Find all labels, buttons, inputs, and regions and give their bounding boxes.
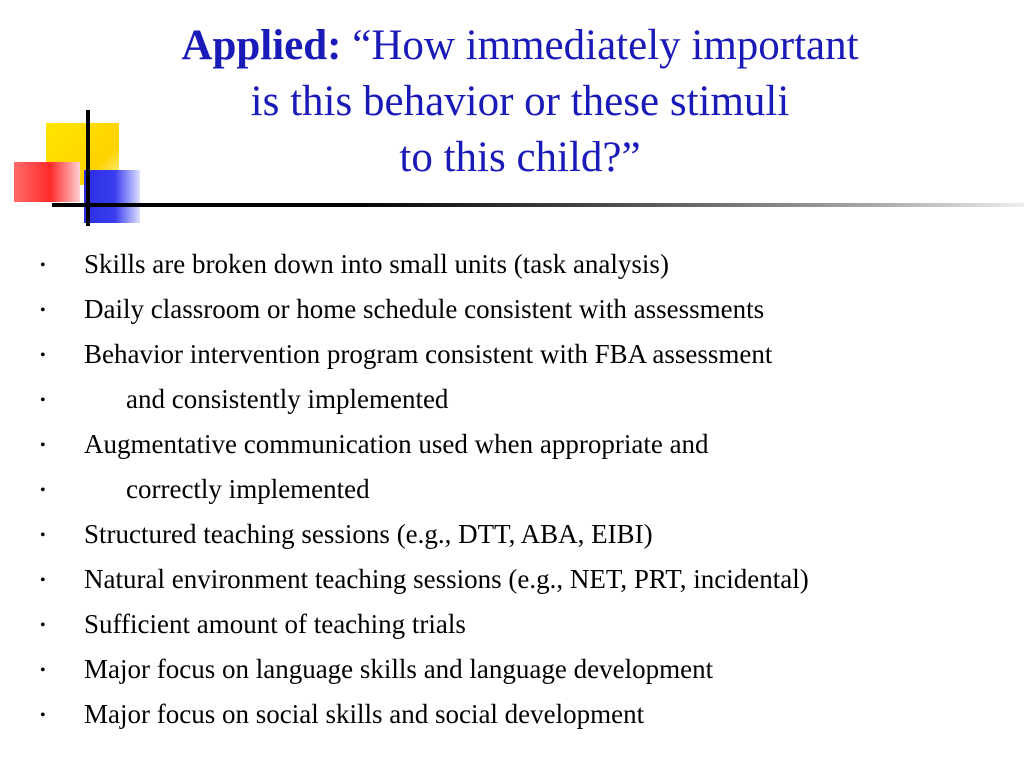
- list-item-text: Natural environment teaching sessions (e.g., NET, PRT, incidental): [84, 564, 809, 594]
- list-item-text: Augmentative communication used when appropriate and: [84, 429, 709, 459]
- bullet-icon: •: [40, 302, 46, 319]
- list-item-text: Behavior intervention program consistent with FBA assessment: [84, 339, 773, 369]
- title-line-3: to this child?”: [399, 134, 641, 181]
- bullet-list: [40, 242, 1020, 737]
- list-item: [40, 557, 1020, 602]
- bullet-icon: •: [40, 617, 46, 634]
- list-item-text: Major focus on language skills and language development: [84, 654, 714, 684]
- vertical-rule-decoration: [86, 110, 90, 226]
- list-item: [40, 422, 1020, 467]
- list-item-text: Structured teaching sessions (e.g., DTT, ABA, EIBI): [84, 519, 653, 549]
- list-item: [40, 287, 1020, 332]
- list-item-text: Skills are broken down into small units (task analysis): [84, 249, 669, 279]
- bullet-icon: •: [40, 257, 46, 274]
- title-line-1: [150, 18, 890, 74]
- list-item: [40, 602, 1020, 647]
- blue-square-decoration: [84, 170, 140, 223]
- bullet-icon: •: [40, 347, 46, 364]
- list-item: [40, 332, 1020, 377]
- title-lead: Applied:: [181, 22, 342, 69]
- list-item: [40, 647, 1020, 692]
- bullet-icon: •: [40, 482, 46, 499]
- bullet-icon: •: [40, 707, 46, 724]
- list-item-text: Daily classroom or home schedule consistent with assessments: [84, 294, 765, 324]
- title-quote-start: “How immediately important: [352, 22, 859, 69]
- red-bar-decoration: [14, 162, 80, 202]
- list-item: [40, 467, 1020, 512]
- list-item-text: Sufficient amount of teaching trials: [84, 609, 466, 639]
- list-item-text: correctly implemented: [126, 474, 370, 504]
- list-item: [40, 377, 1020, 422]
- bullet-icon: •: [40, 527, 46, 544]
- list-item-text: Major focus on social skills and social development: [84, 699, 645, 729]
- horizontal-rule-decoration: [52, 203, 1024, 207]
- bullet-icon: •: [40, 572, 46, 589]
- slide-title: [150, 18, 890, 186]
- list-item-text: and consistently implemented: [126, 384, 449, 414]
- bullet-icon: •: [40, 392, 46, 409]
- list-item: [40, 512, 1020, 557]
- bullet-icon: •: [40, 662, 46, 679]
- bullet-icon: •: [40, 437, 46, 454]
- title-line-2: is this behavior or these stimuli: [250, 78, 790, 125]
- list-item: [40, 692, 1020, 737]
- list-item: [40, 242, 1020, 287]
